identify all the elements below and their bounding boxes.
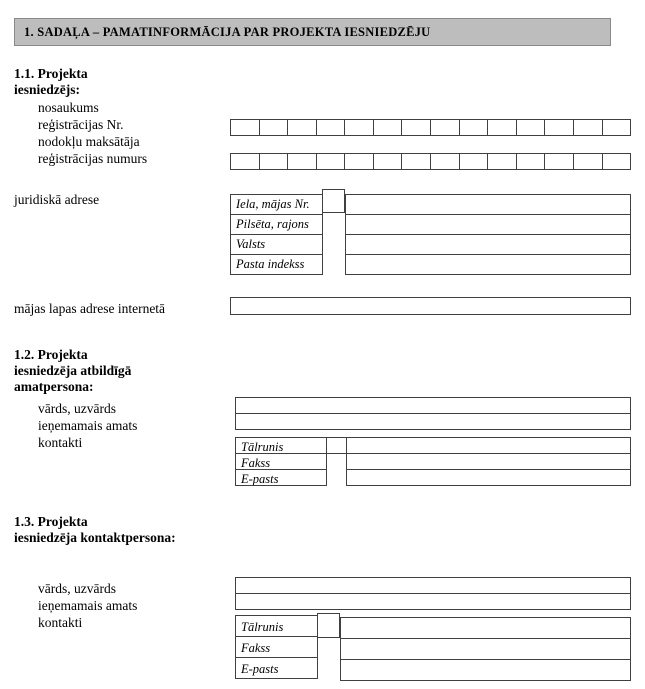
registration-digit-cell[interactable] <box>317 154 346 169</box>
registration-digit-cell[interactable] <box>288 154 317 169</box>
registration-digit-cell[interactable] <box>345 154 374 169</box>
s13-heading-line1: 1.3. Projekta <box>14 514 88 529</box>
registration-digit-cell[interactable] <box>402 120 431 135</box>
s12-label-kontakti: kontakti <box>38 435 83 450</box>
address-field-iela[interactable] <box>345 194 631 215</box>
s12-heading-line1: 1.2. Projekta <box>14 347 88 362</box>
s12-name-surname-input[interactable] <box>235 397 631 414</box>
section-header-title: 1. SADAĻA – PAMATINFORMĀCIJA PAR PROJEKTA IESNIEDZĒJU <box>24 24 431 39</box>
registration-digit-cell[interactable] <box>288 120 317 135</box>
label-registracijas-numurs: reģistrācijas numurs <box>38 151 148 166</box>
s12-phone-input[interactable] <box>346 437 631 454</box>
s13-position-input[interactable] <box>235 593 631 610</box>
address-field-pasta[interactable] <box>345 254 631 275</box>
address-row-label-pasta: Pasta indekss <box>230 254 323 275</box>
registration-digit-cell[interactable] <box>517 154 546 169</box>
s12-contact-field-column <box>346 437 631 486</box>
label-nodoklu-maksataja: nodokļu maksātāja <box>38 134 140 149</box>
s13-contact-label-column <box>235 615 318 679</box>
registration-digit-cell[interactable] <box>545 154 574 169</box>
s13-email-input[interactable] <box>340 659 631 681</box>
s12-heading-line3: amatpersona: <box>14 379 94 394</box>
s12-label-amats: ieņemamais amats <box>38 418 138 433</box>
s12-contact-label-column <box>235 437 327 486</box>
registration-digit-cell[interactable] <box>545 120 574 135</box>
s13-contact-field-column <box>340 617 631 681</box>
registration-digit-cell[interactable] <box>431 120 460 135</box>
registration-digit-cell[interactable] <box>374 154 403 169</box>
address-field-valsts[interactable] <box>345 234 631 255</box>
registration-digit-cell[interactable] <box>260 154 289 169</box>
s13-heading-line2: iesniedzēja kontaktpersona: <box>14 530 176 545</box>
registration-digit-cell[interactable] <box>231 120 260 135</box>
registration-digit-cell[interactable] <box>460 120 489 135</box>
s13-label-amats: ieņemamais amats <box>38 598 138 613</box>
s12-contact-small-box[interactable] <box>326 437 347 454</box>
registration-digit-cell[interactable] <box>517 120 546 135</box>
s12-position-input[interactable] <box>235 413 631 430</box>
s11-heading-line2: iesniedzējs: <box>14 82 80 97</box>
registration-digit-cell[interactable] <box>603 120 631 135</box>
s13-contact-label-talrunis: Tālrunis <box>235 615 318 637</box>
registration-digit-cell[interactable] <box>345 120 374 135</box>
label-registracijas-nr: reģistrācijas Nr. <box>38 117 124 132</box>
address-label-column <box>230 194 323 275</box>
s12-contact-label-talrunis: Tālrunis <box>235 437 327 454</box>
registration-digit-cell[interactable] <box>231 154 260 169</box>
registration-digit-cell[interactable] <box>603 154 631 169</box>
address-row-label-iela: Iela, mājas Nr. <box>230 194 323 215</box>
registration-nr-grid <box>230 119 631 136</box>
registration-digit-cell[interactable] <box>488 154 517 169</box>
taxpayer-nr-grid <box>230 153 631 170</box>
s12-contact-label-epasts: E-pasts <box>235 469 327 486</box>
s13-contact-small-box[interactable] <box>317 613 340 638</box>
registration-digit-cell[interactable] <box>317 120 346 135</box>
registration-digit-cell[interactable] <box>488 120 517 135</box>
registration-digit-cell[interactable] <box>460 154 489 169</box>
registration-digit-cell[interactable] <box>431 154 460 169</box>
s13-phone-input[interactable] <box>340 617 631 639</box>
address-row-label-pilseta: Pilsēta, rajons <box>230 214 323 235</box>
s12-fax-input[interactable] <box>346 453 631 470</box>
s13-fax-input[interactable] <box>340 638 631 660</box>
address-field-column <box>345 194 631 275</box>
registration-digit-cell[interactable] <box>260 120 289 135</box>
section-header-bar <box>14 18 611 46</box>
s13-contact-label-epasts: E-pasts <box>235 657 318 679</box>
address-row-label-valsts: Valsts <box>230 234 323 255</box>
registration-digit-cell[interactable] <box>402 154 431 169</box>
s13-label-kontakti: kontakti <box>38 615 83 630</box>
s13-name-surname-input[interactable] <box>235 577 631 594</box>
s13-contact-label-fakss: Fakss <box>235 636 318 658</box>
s12-heading-line2: iesniedzēja atbildīgā <box>14 363 132 378</box>
registration-digit-cell[interactable] <box>374 120 403 135</box>
label-juridiska-adrese: juridiskā adrese <box>14 192 100 207</box>
registration-digit-cell[interactable] <box>574 154 603 169</box>
address-field-pilseta[interactable] <box>345 214 631 235</box>
address-small-box[interactable] <box>322 189 345 213</box>
label-nosaukums: nosaukums <box>38 100 99 115</box>
website-input[interactable] <box>230 297 631 315</box>
s11-heading-line1: 1.1. Projekta <box>14 66 88 81</box>
s13-label-vards: vārds, uzvārds <box>38 581 116 596</box>
s12-contact-label-fakss: Fakss <box>235 453 327 470</box>
s12-email-input[interactable] <box>346 469 631 486</box>
registration-digit-cell[interactable] <box>574 120 603 135</box>
s12-label-vards: vārds, uzvārds <box>38 401 116 416</box>
label-majas-lapa: mājas lapas adrese internetā <box>14 301 166 316</box>
